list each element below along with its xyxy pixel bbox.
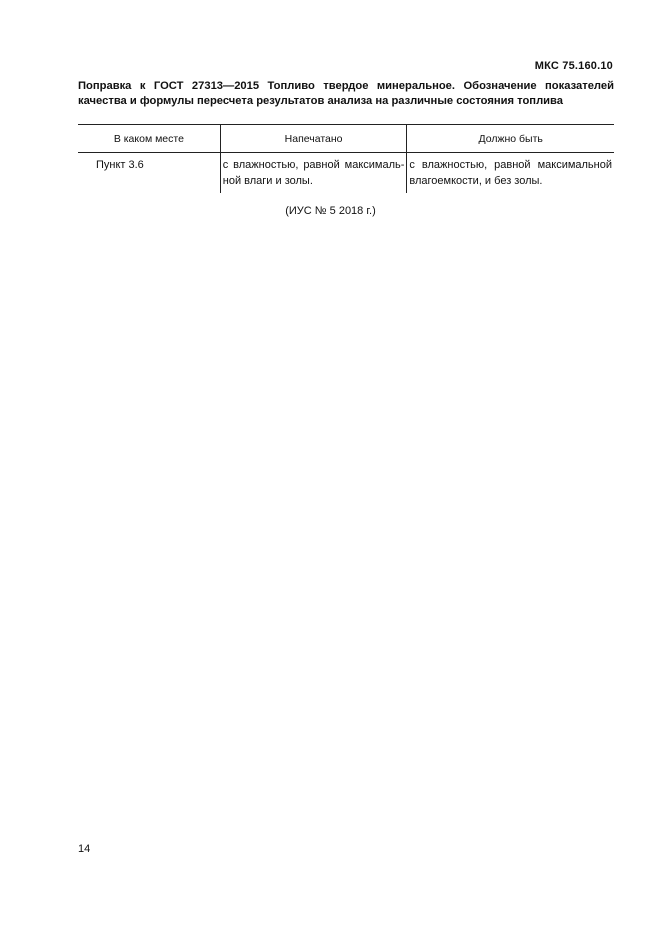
cell-printed-line: ной влаги и золы. xyxy=(222,175,313,187)
source-note: (ИУС № 5 2018 г.) xyxy=(285,205,376,217)
column-header-printed: Напечатано xyxy=(220,125,407,153)
classification-code: МКС 75.160.10 xyxy=(534,60,613,72)
amendment-table xyxy=(78,124,614,193)
table-header-row xyxy=(78,125,614,153)
cell-printed-line: с влажностью, равной максималь- xyxy=(222,159,405,171)
cell-should-be xyxy=(407,153,614,194)
cell-should-be-line: влагоемкости, и без золы. xyxy=(409,175,543,187)
page-number: 14 xyxy=(78,843,91,855)
title-line-1: Поправка к ГОСТ 27313—2015 Топливо твердое минеральное. Обозначение показателей xyxy=(78,80,614,92)
column-header-place: В каком месте xyxy=(78,125,220,153)
cell-printed xyxy=(220,153,407,194)
column-header-should-be: Должно быть xyxy=(407,125,614,153)
document-title xyxy=(78,79,614,108)
table-row xyxy=(78,153,614,194)
title-line-2: качества и формулы пересчета результатов анализа на различные состояния топлива xyxy=(78,94,564,107)
cell-place: Пункт 3.6 xyxy=(96,159,144,171)
cell-should-be-line: с влажностью, равной максимальной xyxy=(409,159,612,171)
